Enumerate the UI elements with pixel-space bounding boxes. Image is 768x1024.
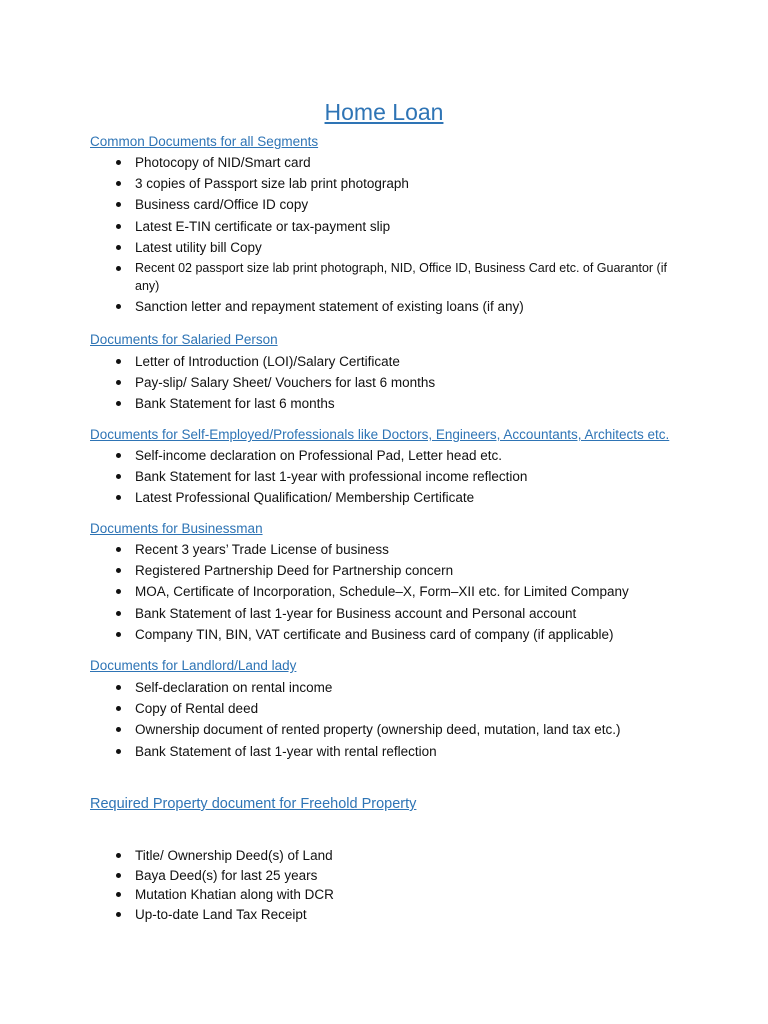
list-item: Photocopy of NID/Smart card [0,152,768,173]
section-heading-freehold-property: Required Property document for Freehold Property [90,796,417,812]
list-item: Business card/Office ID copy [0,194,768,215]
page-title: Home Loan [324,99,444,125]
section-heading-self-employed: Documents for Self-Employed/Professionals like Doctors, Engineers, Accountants, Architects etc. [90,427,670,442]
list-item: Latest utility bill Copy [0,237,768,258]
list-item: 3 copies of Passport size lab print photograph [0,173,768,194]
list-item: Ownership document of rented property (ownership deed, mutation, land tax etc.) [0,719,768,740]
list-item: Sanction letter and repayment statement of existing loans (if any) [0,296,768,317]
list-item: Pay-slip/ Salary Sheet/ Vouchers for last 6 months [0,372,768,393]
list-item: Baya Deed(s) for last 25 years [0,866,768,886]
list-item: Recent 02 passport size lab print photograph, NID, Office ID, Business Card etc. of Guarantor (if any) [0,258,768,296]
list-item: Copy of Rental deed [0,698,768,719]
list-salaried-documents [0,351,768,415]
list-landlord-documents [0,677,768,762]
list-item: Bank Statement for last 6 months [0,393,768,414]
section-heading-businessman: Documents for Businessman [90,521,263,536]
list-freehold-property-documents [0,846,768,924]
list-item: Self-declaration on rental income [0,677,768,698]
section-heading-salaried: Documents for Salaried Person [90,332,278,347]
list-businessman-documents [0,539,768,645]
list-item: Mutation Khatian along with DCR [0,885,768,905]
section-heading-common: Common Documents for all Segments [90,134,319,149]
list-item: Bank Statement for last 1-year with professional income reflection [0,466,768,487]
list-item: Title/ Ownership Deed(s) of Land [0,846,768,866]
list-item: Letter of Introduction (LOI)/Salary Certificate [0,351,768,372]
list-item: Recent 3 years’ Trade License of business [0,539,768,560]
list-common-documents [0,152,768,317]
list-item: Bank Statement of last 1-year for Business account and Personal account [0,603,768,624]
list-item: Latest E-TIN certificate or tax-payment slip [0,216,768,237]
list-item: Registered Partnership Deed for Partnership concern [0,560,768,581]
section-heading-landlord: Documents for Landlord/Land lady [90,658,297,673]
list-item: Company TIN, BIN, VAT certificate and Business card of company (if applicable) [0,624,768,645]
list-item: MOA, Certificate of Incorporation, Schedule–X, Form–XII etc. for Limited Company [0,581,768,602]
list-item: Bank Statement of last 1-year with rental reflection [0,741,768,762]
list-item: Self-income declaration on Professional Pad, Letter head etc. [0,445,768,466]
list-item: Up-to-date Land Tax Receipt [0,905,768,925]
list-item: Latest Professional Qualification/ Membership Certificate [0,487,768,508]
list-self-employed-documents [0,445,768,509]
